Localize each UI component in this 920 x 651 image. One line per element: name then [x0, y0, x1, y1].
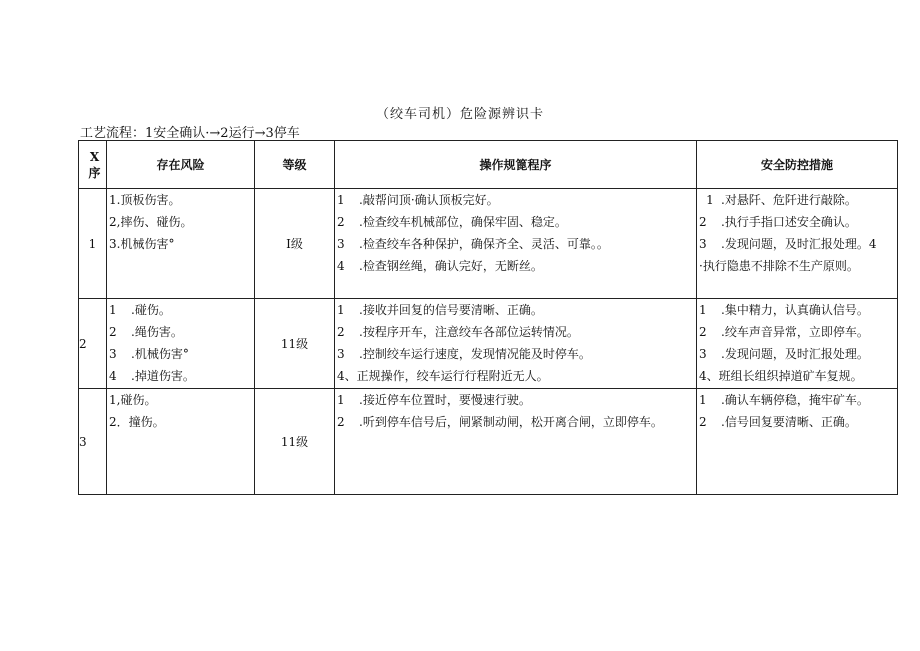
risk-item: 3.机械伤害°: [109, 237, 175, 251]
level-cell: 11级: [255, 299, 335, 389]
safe-item: 4、班组长组织掉道矿车复规。: [699, 369, 863, 383]
ops-item: 2 .按程序开车，注意绞车各部位运转情况。: [337, 325, 579, 339]
row-no: 1: [79, 189, 107, 299]
ops-cell: [335, 189, 697, 299]
risk-item: 1.顶板伤害。: [109, 193, 181, 207]
ops-item: 1 .敲帮问顶·确认顶板完好。: [337, 193, 499, 207]
header-no: X 序: [79, 141, 107, 189]
ops-item: 1 .接近停车位置时，要慢速行驶。: [337, 393, 531, 407]
ops-cell: [335, 299, 697, 389]
ops-item: 4 .检查钢丝绳，确认完好，无断丝。: [337, 259, 543, 273]
safe-cell: [697, 299, 898, 389]
safe-item: 2 .绞车声音异常，立即停车。: [699, 325, 869, 339]
safe-cell: [697, 189, 898, 299]
risk-item: 2．撞伤。: [109, 415, 165, 429]
safe-item: 3 .发现问题，及时汇报处理。: [699, 347, 869, 361]
table-row: [79, 299, 898, 389]
table-row: [79, 389, 898, 495]
risk-item: 4 .掉道伤害。: [109, 369, 195, 383]
risk-item: 2,摔伤、碰伤。: [109, 215, 193, 229]
safe-item: 1 .确认车辆停稳，掩牢矿车。: [699, 393, 869, 407]
header-safe: 安全防控措施: [697, 141, 898, 189]
risk-item: 2 .绳伤害。: [109, 325, 183, 339]
header-level: 等级: [255, 141, 335, 189]
risk-item: 1 .碰伤。: [109, 303, 171, 317]
table-row: [79, 189, 898, 299]
card-title: （绞车司机）危险源辨识卡: [375, 107, 544, 122]
safe-item: 2 .信号回复要清晰、正确。: [699, 415, 857, 429]
ops-cell: [335, 389, 697, 495]
process-flow: 工艺流程：1安全确认·→2运行→3停车: [80, 126, 300, 141]
row-no: 2: [79, 299, 107, 389]
safe-item: 1 .集中精力，认真确认信号。: [699, 303, 869, 317]
ops-item: 2 .检查绞车机械部位，确保牢固、稳定。: [337, 215, 567, 229]
ops-item: 3 .控制绞车运行速度，发现情况能及时停车。: [337, 347, 591, 361]
safe-cell: [697, 389, 898, 495]
ops-item: 2 .听到停车信号后，闸紧制动闸，松开离合闸，立即停车。: [337, 415, 663, 429]
safe-item: ·执行隐患不排除不生产原则。: [699, 259, 859, 273]
risk-cell: [107, 389, 255, 495]
header-ops: 操作规篦程序: [335, 141, 697, 189]
risk-item: 3 .机械伤害°: [109, 347, 189, 361]
level-cell: I级: [255, 189, 335, 299]
hazard-table: [78, 140, 898, 495]
risk-item: 1,碰伤。: [109, 393, 157, 407]
risk-cell: [107, 299, 255, 389]
safe-item: 3 .发现问题，及时汇报处理。4: [699, 237, 877, 251]
level-cell: 11级: [255, 389, 335, 495]
header-risk: 存在风险: [107, 141, 255, 189]
safe-item: 1 .对悬阡、危阡进行敲除。: [706, 193, 857, 207]
risk-cell: [107, 189, 255, 299]
ops-item: 4、正规操作，绞车运行行程附近无人。: [337, 369, 549, 383]
header-row: [79, 141, 898, 189]
ops-item: 3 .检查绞车各种保护，确保齐全、灵活、可靠。。: [337, 237, 609, 251]
row-no: 3: [79, 389, 107, 495]
safe-item: 2 .执行手指口述安全确认。: [699, 215, 857, 229]
ops-item: 1 .接收并回复的信号要清晰、正确。: [337, 303, 543, 317]
